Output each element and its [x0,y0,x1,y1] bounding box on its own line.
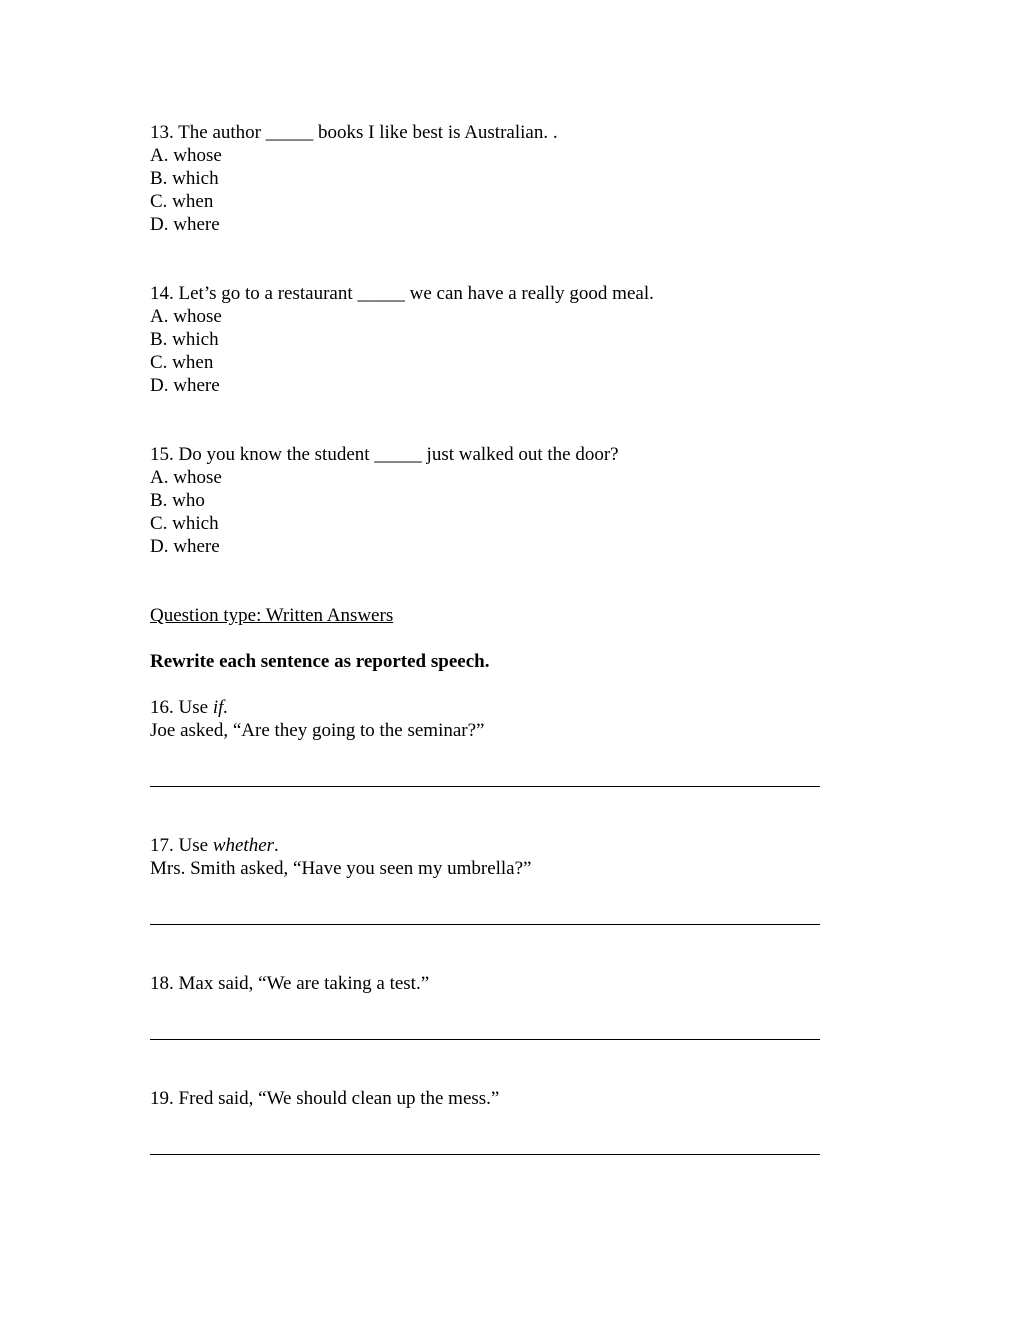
option-13-d: D. where [150,214,220,235]
question-number: 16. [150,697,174,718]
question-number: 18. [150,973,174,994]
question-16-instruction [150,696,228,719]
question-17-instruction [150,834,279,857]
answer-line-19[interactable] [150,1154,820,1155]
use-label: Use [178,835,209,856]
question-number: 14. [150,283,174,304]
option-13-b: B. which [150,168,219,189]
question-text: books I like best is Australian. . [318,122,558,143]
option-15-c: C. which [150,513,219,534]
option-13-c: C. when [150,191,214,212]
question-number: 15. [150,444,174,465]
question-17-sentence: Mrs. Smith asked, “Have you seen my umbrella?” [150,858,532,879]
answer-blank: _____ [265,122,314,143]
use-label: Use [178,697,209,718]
option-14-c: C. when [150,352,214,373]
use-word: whether [212,835,275,856]
answer-line-17[interactable] [150,924,820,925]
option-14-d: D. where [150,375,220,396]
use-word: if. [212,697,229,718]
question-number: 13. [150,122,174,143]
question-number: 19. [150,1088,174,1109]
use-punctuation: . [274,835,279,856]
question-sentence: Max said, “We are taking a test.” [178,973,430,994]
option-15-d: D. where [150,536,220,557]
question-number: 17. [150,835,174,856]
question-sentence: Fred said, “We should clean up the mess.” [178,1088,500,1109]
question-text: we can have a really good meal. [409,283,654,304]
answer-blank: _____ [374,444,422,465]
option-15-b: B. who [150,490,205,511]
question-text: The author [178,122,261,143]
question-19 [150,1087,499,1110]
question-15-stem [150,443,619,466]
question-18 [150,972,429,995]
answer-line-16[interactable] [150,786,820,787]
answer-line-18[interactable] [150,1039,820,1040]
option-14-b: B. which [150,329,219,350]
question-13-stem [150,121,558,144]
question-text: Do you know the student [178,444,370,465]
question-type-heading: Question type: Written Answers [150,605,394,626]
option-13-a: A. whose [150,145,222,166]
option-14-a: A. whose [150,306,222,327]
option-15-a: A. whose [150,467,222,488]
question-14-stem [150,282,654,305]
answer-blank: _____ [357,283,405,304]
question-text: Let’s go to a restaurant [178,283,353,304]
question-text: just walked out the door? [426,444,619,465]
section-instruction: Rewrite each sentence as reported speech. [150,651,490,672]
question-16-sentence: Joe asked, “Are they going to the seminar?” [150,720,485,741]
